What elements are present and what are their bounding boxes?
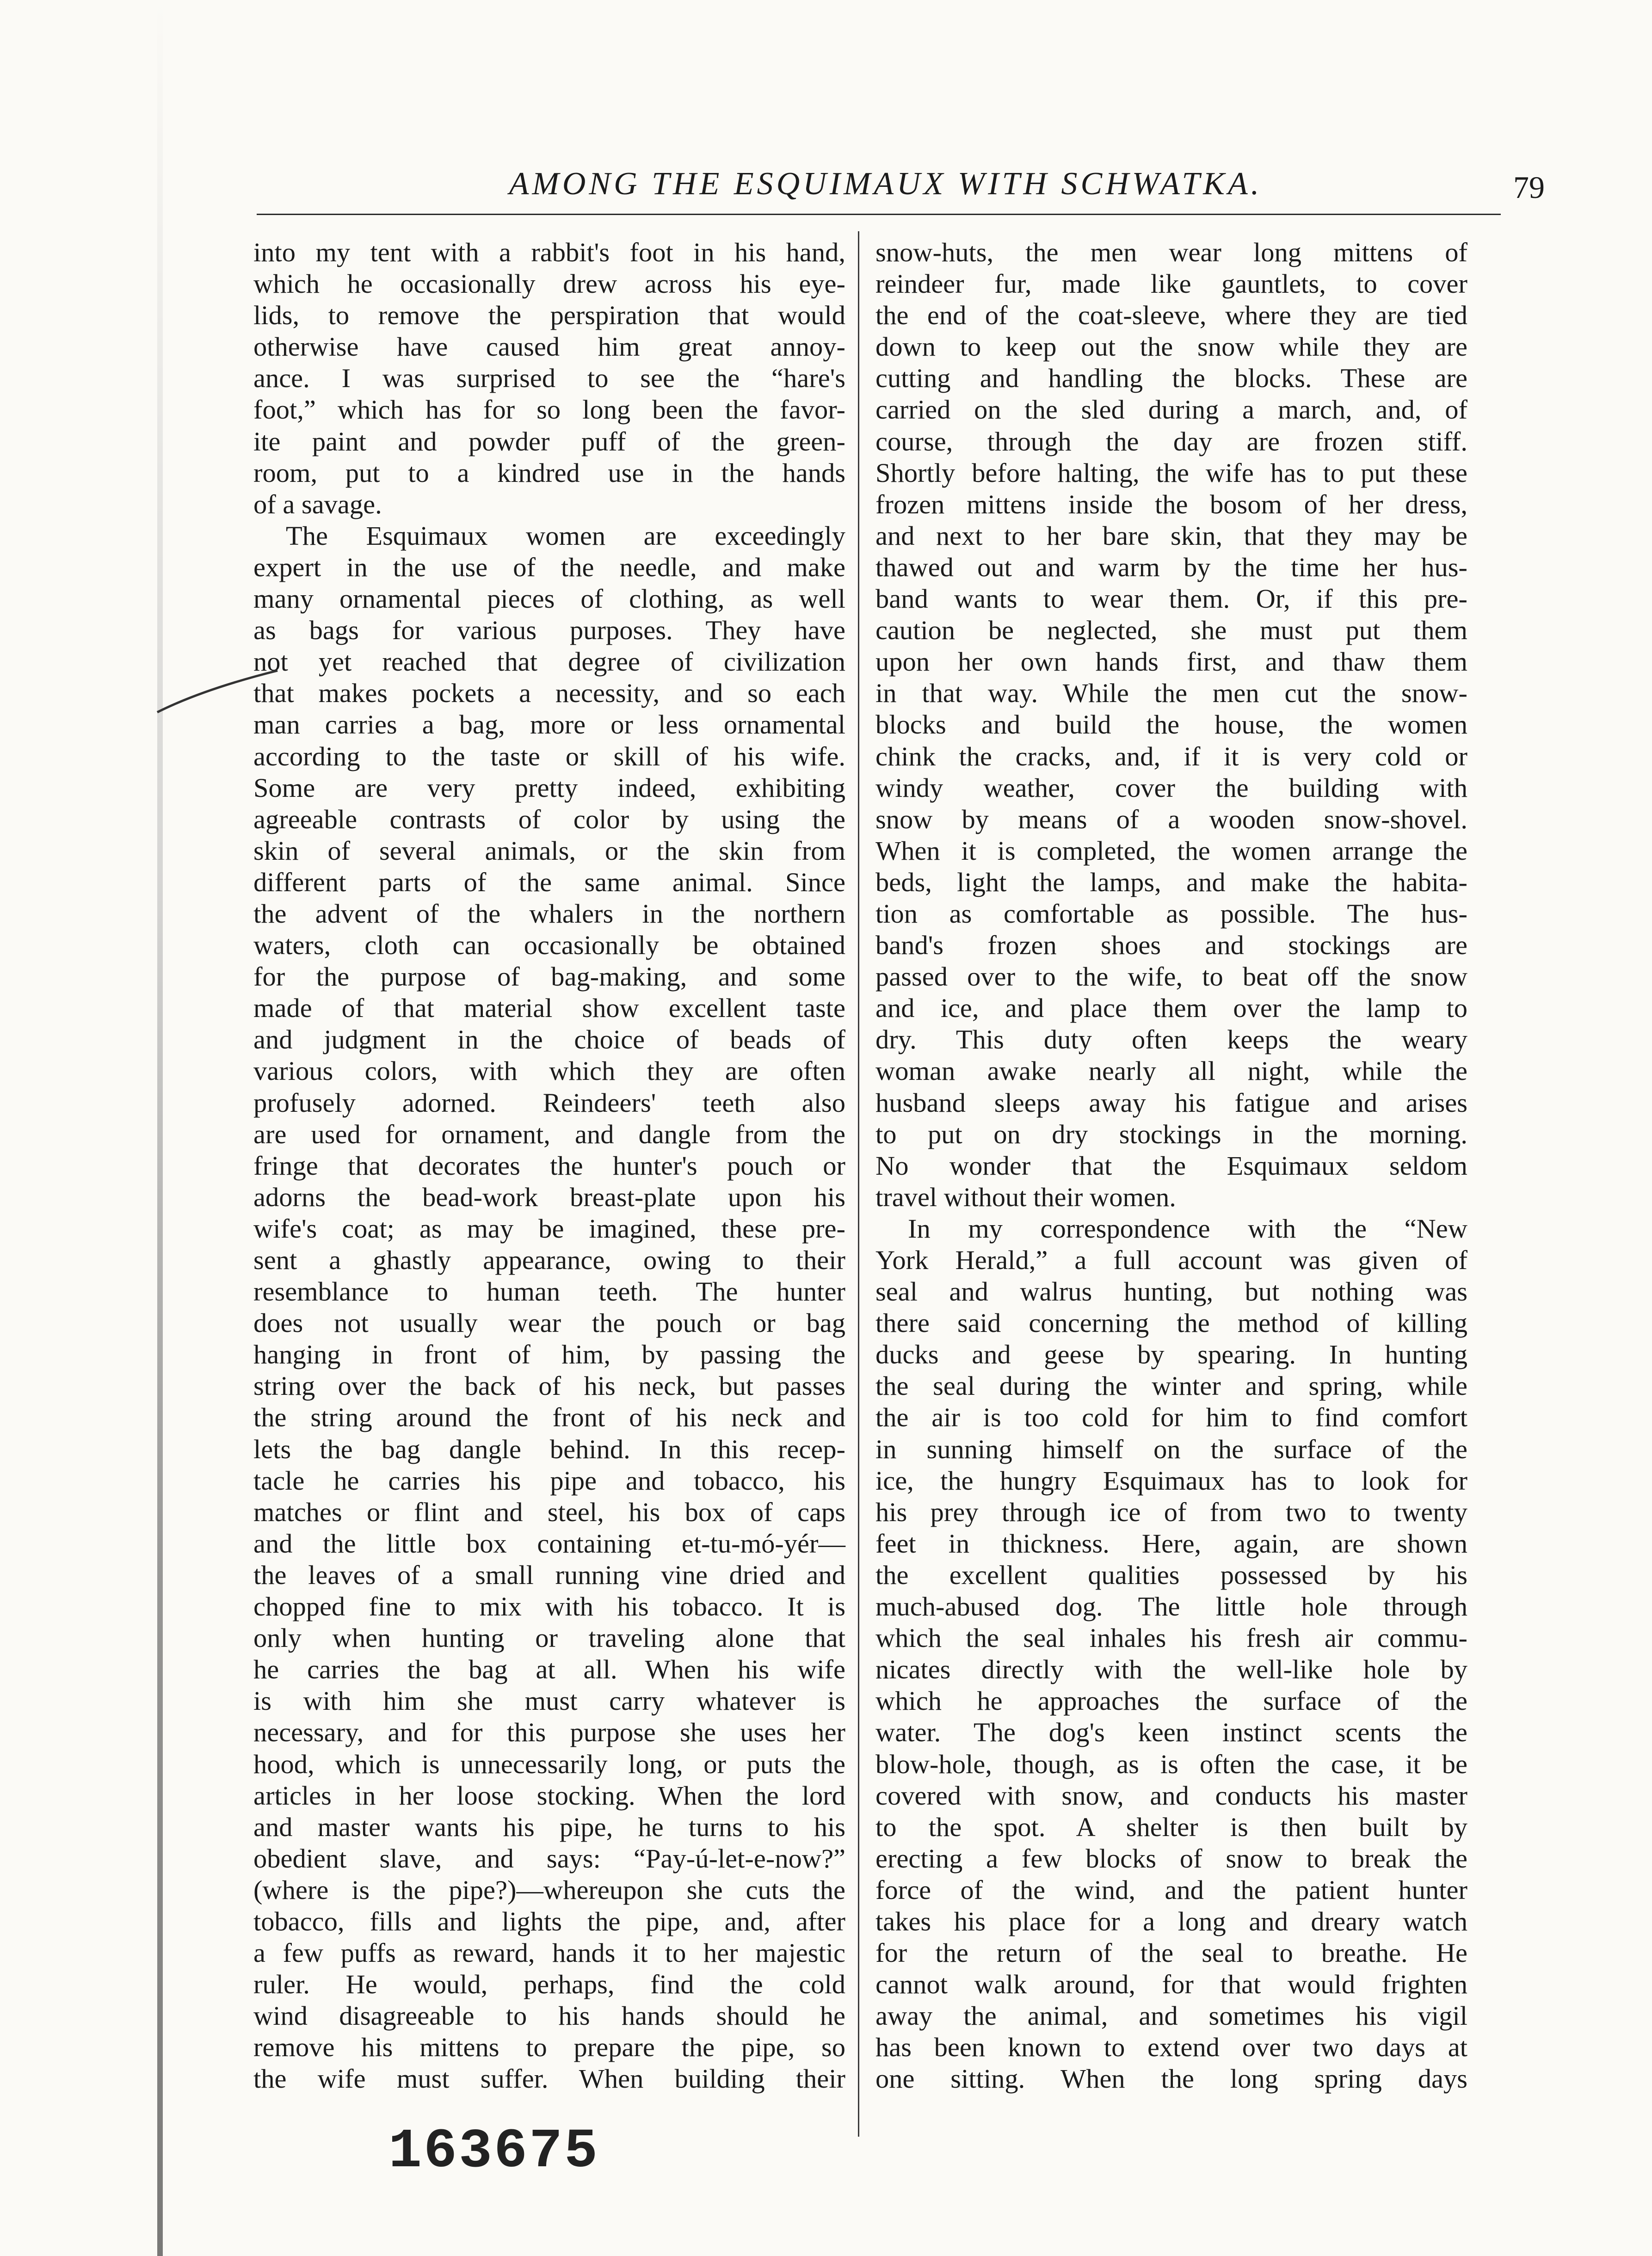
text-line: and next to her bare skin, that they may be	[875, 520, 1467, 551]
text-line: husband sleeps away his fatigue and arises	[875, 1087, 1467, 1118]
text-line: room, put to a kindred use in the hands	[253, 457, 845, 488]
text-line: to put on dry stockings in the morning.	[875, 1119, 1467, 1149]
text-line: hood, which is unnecessarily long, or puts the	[253, 1749, 845, 1779]
text-line: takes his place for a long and dreary watch	[875, 1906, 1467, 1936]
text-line: caution be neglected, she must put them	[875, 615, 1467, 646]
text-line: string over the back of his neck, but passes	[253, 1371, 845, 1401]
text-line: hanging in front of him, by passing the	[253, 1339, 845, 1370]
text-line: the wife must suffer. When building their	[253, 2064, 845, 2094]
text-line: that makes pockets a necessity, and so each	[253, 678, 845, 709]
text-line: cannot walk around, for that would frighten	[875, 1969, 1467, 2000]
text-line: ruler. He would, perhaps, find the cold	[253, 1969, 845, 2000]
text-line: beds, light the lamps, and make the habita-	[875, 867, 1467, 897]
text-line: obedient slave, and says: “Pay-ú-let-e-now?”	[253, 1843, 845, 1874]
text-line: as bags for various purposes. They have	[253, 615, 845, 646]
text-line: travel without their women.	[875, 1182, 1176, 1212]
text-line: snow by means of a wooden snow-shovel.	[875, 804, 1467, 834]
header-rule	[257, 214, 1501, 215]
text-line: dry. This duty often keeps the weary	[875, 1024, 1467, 1055]
text-line: ducks and geese by spearing. In hunting	[875, 1339, 1467, 1370]
right-text-column	[875, 237, 1467, 2095]
text-line: blow-hole, though, as is often the case, it be	[875, 1749, 1467, 1779]
text-line: ice, the hungry Esquimaux has to look for	[875, 1465, 1467, 1496]
text-line: which the seal inhales his fresh air commu-	[875, 1623, 1467, 1653]
text-line: feet in thickness. Here, again, are shown	[875, 1528, 1467, 1559]
text-line: passed over to the wife, to beat off the snow	[875, 962, 1467, 992]
text-line: and judgment in the choice of beads of	[253, 1024, 845, 1055]
text-line: lets the bag dangle behind. In this recep-	[253, 1434, 845, 1464]
text-line: is with him she must carry whatever is	[253, 1686, 845, 1716]
text-line: the air is too cold for him to find comfort	[875, 1402, 1467, 1433]
text-line: ance. I was surprised to see the “hare's	[253, 363, 845, 394]
text-line: articles in her loose stocking. When the lord	[253, 1780, 845, 1811]
text-line: which he occasionally drew across his eye-	[253, 269, 845, 299]
text-line: covered with snow, and conducts his master	[875, 1780, 1467, 1811]
text-line: the leaves of a small running vine dried and	[253, 1559, 845, 1590]
text-line: of a savage.	[253, 489, 382, 519]
text-line: to the spot. A shelter is then built by	[875, 1812, 1467, 1842]
text-line: does not usually wear the pouch or bag	[253, 1308, 845, 1338]
text-line: No wonder that the Esquimaux seldom	[875, 1150, 1467, 1181]
text-line: the seal during the winter and spring, while	[875, 1371, 1467, 1401]
running-title: AMONG THE ESQUIMAUX WITH SCHWATKA.	[509, 166, 1263, 202]
text-line: woman awake nearly all night, while the	[875, 1056, 1467, 1086]
text-line: skin of several animals, or the skin from	[253, 835, 845, 866]
text-line: adorns the bead-work breast-plate upon his	[253, 1182, 845, 1212]
text-line: blocks and build the house, the women	[875, 709, 1467, 740]
text-line: has been known to extend over two days at	[875, 2032, 1467, 2063]
text-line: the string around the front of his neck and	[253, 1402, 845, 1433]
text-line: ite paint and powder puff of the green-	[253, 426, 845, 456]
text-line: in sunning himself on the surface of the	[875, 1434, 1467, 1464]
text-line: lids, to remove the perspiration that would	[253, 300, 845, 331]
text-line: profusely adorned. Reindeers' teeth also	[253, 1087, 845, 1118]
text-line: band wants to wear them. Or, if this pre-	[875, 584, 1467, 614]
text-line: much-abused dog. The little hole through	[875, 1591, 1467, 1622]
text-line: the excellent qualities possessed by his	[875, 1559, 1467, 1590]
text-line: erecting a few blocks of snow to break the	[875, 1843, 1467, 1874]
text-line: band's frozen shoes and stockings are	[875, 930, 1467, 961]
text-line: tobacco, fills and lights the pipe, and, after	[253, 1906, 845, 1936]
text-line: various colors, with which they are often	[253, 1056, 845, 1086]
text-line: snow-huts, the men wear long mittens of	[875, 237, 1467, 267]
text-line: tacle he carries his pipe and tobacco, his	[253, 1465, 845, 1496]
text-line: water. The dog's keen instinct scents the	[875, 1717, 1467, 1748]
text-line: are used for ornament, and dangle from the	[253, 1119, 845, 1149]
text-line: course, through the day are frozen stiff.	[875, 426, 1467, 456]
binding-edge-shadow	[157, 0, 163, 2256]
text-line: wife's coat; as may be imagined, these pre-	[253, 1213, 845, 1244]
text-line: nicates directly with the well-like hole by	[875, 1654, 1467, 1685]
text-line: sent a ghastly appearance, owing to their	[253, 1245, 845, 1275]
text-line: tion as comfortable as possible. The hus-	[875, 898, 1467, 929]
text-line: Some are very pretty indeed, exhibiting	[253, 772, 845, 803]
text-line: windy weather, cover the building with	[875, 772, 1467, 803]
text-line: cutting and handling the blocks. These are	[875, 363, 1467, 394]
text-line: for the return of the seal to breathe. He	[875, 1938, 1467, 1968]
text-line: man carries a bag, more or less ornamental	[253, 709, 845, 740]
text-line: When it is completed, the women arrange the	[875, 835, 1467, 866]
text-line: there said concerning the method of killing	[875, 1308, 1467, 1338]
text-line: matches or flint and steel, his box of caps	[253, 1497, 845, 1527]
text-line: seal and walrus hunting, but nothing was	[875, 1276, 1467, 1307]
text-line: a few puffs as reward, hands it to her majestic	[253, 1938, 845, 1968]
text-line: different parts of the same animal. Since	[253, 867, 845, 897]
page-number: 79	[1513, 170, 1545, 205]
text-line: one sitting. When the long spring days	[875, 2064, 1467, 2094]
text-line: his prey through ice of from two to twenty	[875, 1497, 1467, 1527]
text-line: resemblance to human teeth. The hunter	[253, 1276, 845, 1307]
text-line: otherwise have caused him great annoy-	[253, 332, 845, 362]
catalog-stamp-number: 163675	[388, 2120, 600, 2183]
text-line: Shortly before halting, the wife has to put these	[875, 457, 1467, 488]
text-line: thawed out and warm by the time her hus-	[875, 552, 1467, 582]
text-line: expert in the use of the needle, and make	[253, 552, 845, 582]
page-header	[259, 166, 1545, 216]
text-line: In my correspondence with the “New	[908, 1213, 1467, 1244]
column-divider	[858, 231, 859, 2137]
text-line: chopped fine to mix with his tobacco. It is	[253, 1591, 845, 1622]
text-line: fringe that decorates the hunter's pouch or	[253, 1150, 845, 1181]
text-line: and master wants his pipe, he turns to his	[253, 1812, 845, 1842]
text-line: and the little box containing et-tu-mó-yér—	[253, 1528, 845, 1559]
text-line: force of the wind, and the patient hunter	[875, 1874, 1467, 1905]
text-line: chink the cracks, and, if it is very cold or	[875, 741, 1467, 771]
text-line: foot,” which has for so long been the favor-	[253, 394, 845, 425]
text-line: agreeable contrasts of color by using the	[253, 804, 845, 834]
text-line: not yet reached that degree of civilization	[253, 647, 845, 677]
text-line: the advent of the whalers in the northern	[253, 898, 845, 929]
text-line: only when hunting or traveling alone that	[253, 1623, 845, 1653]
text-line: The Esquimaux women are exceedingly	[286, 520, 845, 551]
text-line: (where is the pipe?)—whereupon she cuts the	[253, 1874, 845, 1905]
text-line: into my tent with a rabbit's foot in his hand,	[253, 237, 845, 267]
text-line: made of that material show excellent taste	[253, 993, 845, 1023]
text-line: York Herald,” a full account was given of	[875, 1245, 1467, 1275]
text-line: remove his mittens to prepare the pipe, so	[253, 2032, 845, 2063]
text-line: many ornamental pieces of clothing, as well	[253, 584, 845, 614]
text-line: carried on the sled during a march, and, of	[875, 394, 1467, 425]
text-line: waters, cloth can occasionally be obtained	[253, 930, 845, 961]
left-text-column	[253, 237, 845, 2095]
text-line: for the purpose of bag-making, and some	[253, 962, 845, 992]
text-line: the end of the coat-sleeve, where they are tied	[875, 300, 1467, 331]
text-line: according to the taste or skill of his wife.	[253, 741, 845, 771]
text-line: frozen mittens inside the bosom of her dress,	[875, 489, 1467, 519]
text-line: he carries the bag at all. When his wife	[253, 1654, 845, 1685]
text-line: down to keep out the snow while they are	[875, 332, 1467, 362]
text-line: reindeer fur, made like gauntlets, to cover	[875, 269, 1467, 299]
text-line: upon her own hands first, and thaw them	[875, 647, 1467, 677]
text-line: away the animal, and sometimes his vigil	[875, 2001, 1467, 2031]
text-line: necessary, and for this purpose she uses her	[253, 1717, 845, 1748]
text-line: which he approaches the surface of the	[875, 1686, 1467, 1716]
text-line: and ice, and place them over the lamp to	[875, 993, 1467, 1023]
text-line: in that way. While the men cut the snow-	[875, 678, 1467, 709]
text-line: wind disagreeable to his hands should he	[253, 2001, 845, 2031]
